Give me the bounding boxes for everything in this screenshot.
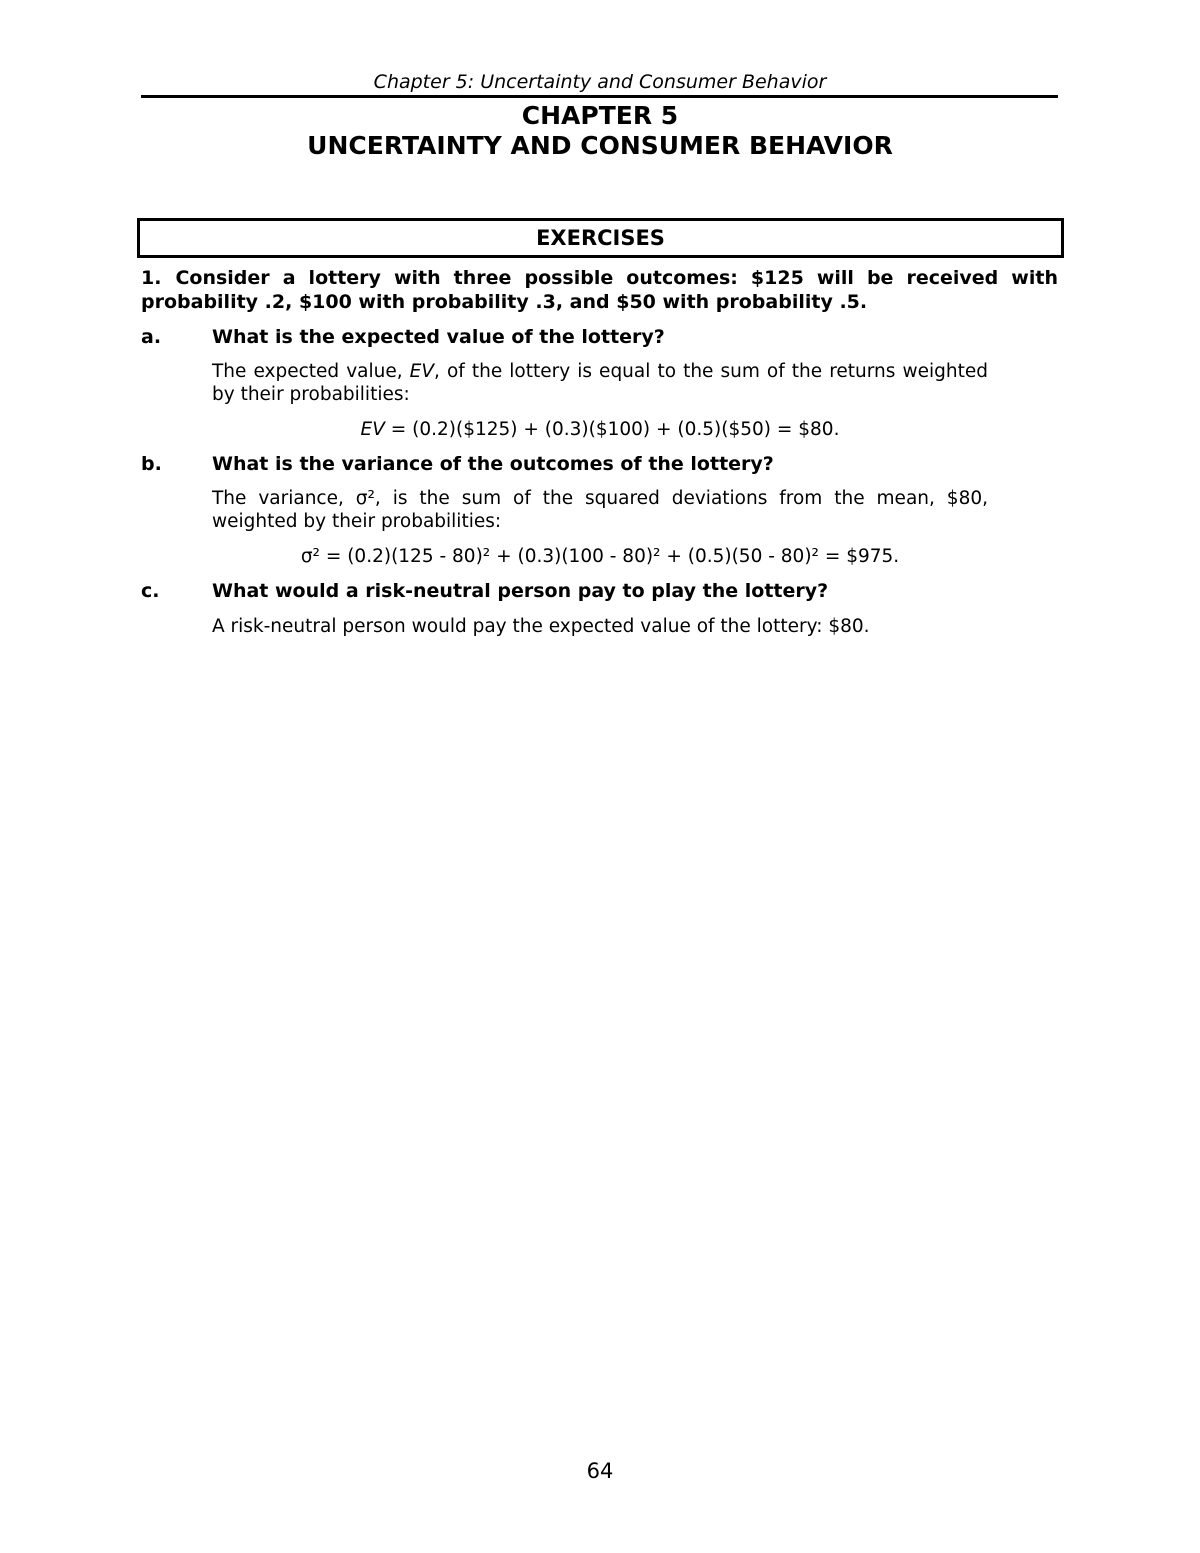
exercise-number: 1. (141, 267, 162, 289)
part-a-label: a. (141, 326, 162, 348)
part-c-question: What would a risk-neutral person pay to play the lottery? (212, 580, 829, 602)
chapter-number: CHAPTER 5 (521, 101, 679, 130)
part-a-answer-pre: The expected value, (212, 361, 410, 382)
section-box (137, 218, 1064, 258)
part-b-answer: The variance, σ², is the sum of the squared deviations from the mean, $80, weighted by their probabilities: (212, 488, 988, 532)
part-a-equation-var: EV (360, 419, 385, 440)
section-title: EXERCISES (536, 226, 665, 250)
part-c-answer: A risk-neutral person would pay the expected value of the lottery: $80. (212, 616, 870, 637)
part-c-label: c. (141, 580, 160, 602)
part-a-equation (0, 418, 1200, 441)
exercise-question (141, 266, 1058, 314)
part-b-question: What is the variance of the outcomes of the lottery? (212, 453, 774, 475)
part-b-equation: σ² = (0.2)(125 - 80)² + (0.3)(100 - 80)² + (0.5)(50 - 80)² = $975. (300, 546, 900, 567)
header-rule (141, 95, 1058, 98)
page-number: 64 (586, 1459, 614, 1483)
part-b-label: b. (141, 453, 162, 475)
part-a-equation-rest: = (0.2)($125) + (0.3)($100) + (0.5)($50) = $80. (384, 419, 840, 440)
part-a-question: What is the expected value of the lottery? (212, 326, 665, 348)
chapter-title: UNCERTAINTY AND CONSUMER BEHAVIOR (307, 131, 893, 160)
part-a-answer-post: , of the lottery is equal to the sum of the returns weighted by their probabilities: (212, 361, 988, 405)
part-a-answer (212, 360, 988, 406)
part-a-answer-var: EV (409, 361, 435, 382)
exercise-question-text: Consider a lottery with three possible outcomes: $125 will be received with probability .2, $100 with probability .3, and $50 with probability .5. (141, 267, 1058, 313)
running-header: Chapter 5: Uncertainty and Consumer Behavior (373, 71, 827, 93)
